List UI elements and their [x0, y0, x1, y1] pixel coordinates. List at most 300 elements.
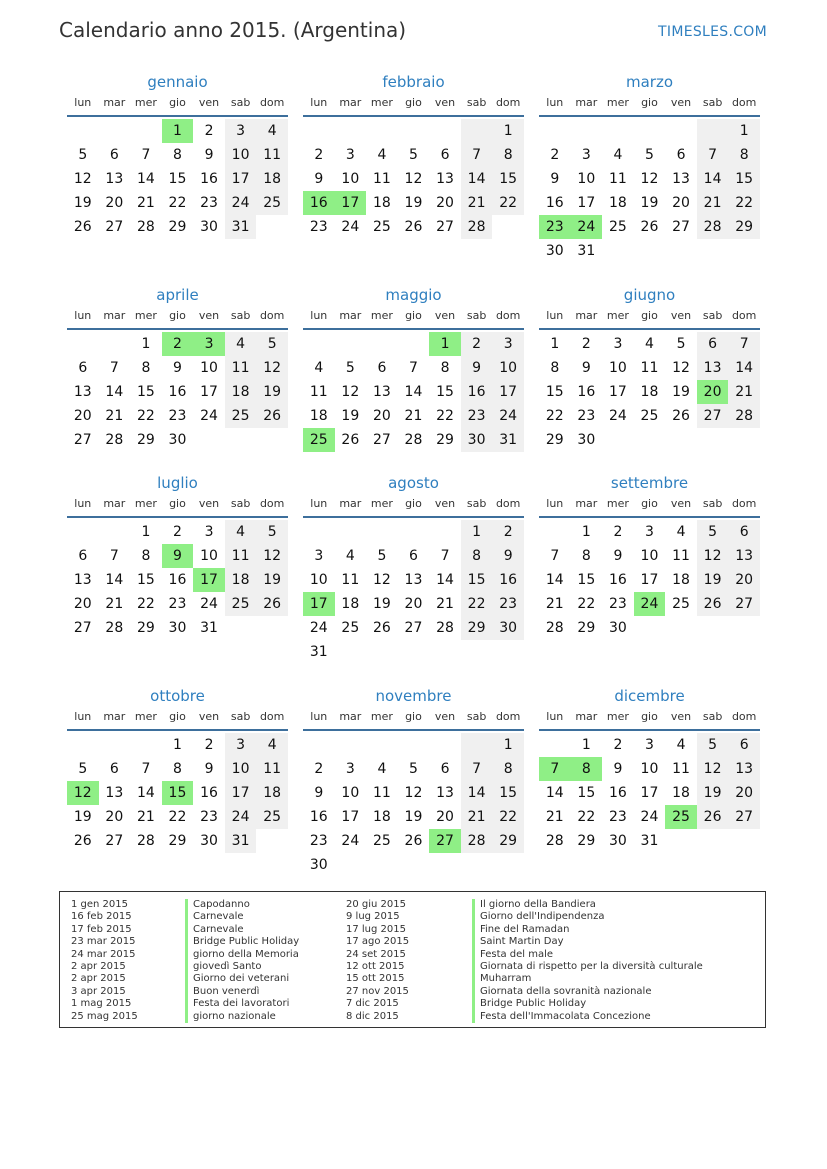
day-cell: 14 [697, 167, 729, 191]
day-cell: 18 [341, 596, 360, 612]
day-cell: 11 [672, 761, 690, 777]
day-cell: 26 [697, 805, 729, 829]
empty-cell [665, 119, 697, 143]
day-cell: 27 [372, 432, 391, 448]
day-cell: 12 [256, 544, 288, 568]
day-cell: 27 [73, 432, 92, 448]
day-cell: 11 [640, 360, 659, 376]
day-cell: 11 [341, 572, 360, 588]
day-cell: 20 [105, 809, 124, 825]
day-cell: 15 [492, 781, 524, 805]
day-cell: 4 [256, 733, 288, 757]
month-name: dicembre [614, 687, 685, 705]
day-cell: 27 [105, 833, 124, 849]
day-grid [539, 733, 760, 853]
day-cell: 23 [577, 408, 596, 424]
day-cell: 18 [225, 568, 257, 592]
holiday-name: Giorno dell'Indipendenza [472, 911, 703, 923]
month-giugno [539, 286, 760, 452]
weekday-label: gio [169, 96, 186, 109]
holiday-day-cell: 25 [303, 428, 335, 452]
day-cell: 10 [341, 785, 360, 801]
day-cell: 23 [608, 809, 627, 825]
weekday-label: gio [405, 309, 422, 322]
holiday-date: 25 mag 2015 [71, 1010, 138, 1022]
day-cell: 11 [256, 143, 288, 167]
weekday-header [303, 95, 524, 117]
holiday-date: 20 giu 2015 [346, 899, 406, 910]
day-cell: 2 [461, 332, 493, 356]
day-cell: 28 [461, 215, 493, 239]
day-cell: 13 [105, 785, 124, 801]
day-cell: 6 [78, 548, 88, 564]
weekday-label: mar [575, 96, 598, 109]
day-cell: 24 [200, 596, 218, 612]
brand-link[interactable]: TIMESLES.COM [658, 24, 767, 40]
day-cell: 23 [200, 195, 218, 211]
day-cell: 1 [173, 737, 182, 753]
day-cell: 22 [577, 809, 596, 825]
weekday-label: ven [434, 710, 456, 723]
day-cell: 7 [141, 147, 151, 163]
day-cell: 4 [645, 336, 654, 352]
holiday-day-cell: 3 [193, 332, 225, 356]
day-cell: 8 [440, 360, 450, 376]
day-cell: 26 [697, 592, 729, 616]
weekday-label: mer [606, 497, 629, 510]
day-cell: 13 [697, 356, 729, 380]
day-cell: 3 [645, 524, 654, 540]
weekday-label: sab [466, 710, 487, 723]
day-cell: 10 [492, 356, 524, 380]
day-cell: 22 [577, 596, 596, 612]
weekday-header [303, 496, 524, 518]
weekday-label: sab [230, 96, 251, 109]
day-cell: 18 [225, 380, 257, 404]
holiday-date: 23 mar 2015 [71, 936, 136, 948]
empty-cell [602, 119, 634, 143]
holiday-legend [59, 891, 766, 1028]
day-cell: 25 [372, 833, 391, 849]
weekday-label: ven [670, 497, 692, 510]
day-cell: 25 [672, 596, 690, 612]
holiday-date: 16 feb 2015 [71, 911, 132, 923]
empty-cell [697, 119, 729, 143]
day-cell: 7 [461, 757, 493, 781]
legend-dates-left [71, 899, 138, 1023]
holiday-day-cell: 1 [429, 332, 461, 356]
day-cell: 19 [697, 568, 729, 592]
weekday-label: mar [339, 96, 362, 109]
day-cell: 3 [314, 548, 324, 564]
weekday-label: gio [641, 710, 658, 723]
empty-cell [366, 520, 398, 544]
day-grid [303, 733, 524, 877]
day-cell: 15 [728, 167, 760, 191]
day-cell: 4 [377, 147, 387, 163]
day-cell: 22 [728, 191, 760, 215]
day-cell: 9 [314, 171, 324, 187]
day-cell: 10 [608, 360, 627, 376]
day-cell: 8 [581, 548, 591, 564]
day-grid [67, 119, 288, 239]
weekday-label: gio [405, 497, 422, 510]
day-cell: 9 [581, 360, 591, 376]
day-cell: 22 [545, 408, 564, 424]
day-cell: 21 [728, 380, 760, 404]
day-cell: 3 [492, 332, 524, 356]
day-cell: 9 [314, 785, 324, 801]
weekday-label: lun [74, 96, 92, 109]
day-cell: 30 [200, 219, 218, 235]
weekday-label: mar [575, 309, 598, 322]
holiday-name: Bridge Public Holiday [185, 936, 299, 948]
day-cell: 9 [613, 761, 623, 777]
month-gennaio [67, 73, 288, 239]
day-cell: 13 [73, 384, 92, 400]
month-name: settembre [610, 474, 689, 492]
day-cell: 6 [440, 761, 450, 777]
day-cell: 22 [492, 805, 524, 829]
day-cell: 13 [672, 171, 690, 187]
weekday-label: dom [259, 309, 285, 322]
day-cell: 10 [640, 761, 659, 777]
day-cell: 16 [168, 572, 187, 588]
day-cell: 8 [550, 360, 560, 376]
day-cell: 19 [341, 408, 360, 424]
day-cell: 5 [78, 761, 88, 777]
weekday-label: lun [310, 497, 328, 510]
day-cell: 2 [613, 737, 623, 753]
day-cell: 2 [204, 737, 214, 753]
day-cell: 4 [314, 360, 324, 376]
weekday-label: gio [169, 309, 186, 322]
empty-cell [67, 332, 99, 356]
weekday-label: mer [134, 710, 157, 723]
weekday-label: mer [370, 710, 393, 723]
holiday-name: Bridge Public Holiday [472, 998, 703, 1010]
day-cell: 30 [545, 243, 564, 259]
day-cell: 25 [225, 404, 257, 428]
day-cell: 26 [640, 219, 659, 235]
day-cell: 29 [728, 215, 760, 239]
day-cell: 30 [461, 428, 493, 452]
weekday-label: mar [103, 710, 126, 723]
weekday-label: mar [103, 96, 126, 109]
day-cell: 28 [728, 404, 760, 428]
day-cell: 4 [676, 524, 686, 540]
day-cell: 22 [461, 592, 493, 616]
weekday-label: dom [495, 309, 521, 322]
day-cell: 14 [136, 785, 155, 801]
day-cell: 10 [577, 171, 596, 187]
day-cell: 15 [492, 167, 524, 191]
empty-cell [539, 733, 571, 757]
day-cell: 4 [225, 520, 257, 544]
month-name: aprile [156, 286, 199, 304]
day-cell: 8 [173, 147, 182, 163]
day-cell: 8 [461, 544, 493, 568]
holiday-name: Festa dell'Immacolata Concezione [472, 1011, 703, 1023]
day-cell: 7 [461, 143, 493, 167]
month-name: marzo [625, 73, 674, 91]
day-cell: 28 [545, 833, 564, 849]
day-cell: 16 [168, 384, 187, 400]
empty-cell [335, 119, 367, 143]
day-cell: 5 [676, 336, 686, 352]
weekday-header [303, 308, 524, 330]
empty-cell [335, 733, 367, 757]
day-cell: 3 [345, 147, 355, 163]
day-cell: 5 [256, 332, 288, 356]
holiday-day-cell: 16 [303, 191, 335, 215]
day-cell: 28 [105, 620, 124, 636]
holiday-day-cell: 7 [539, 757, 571, 781]
day-cell: 14 [461, 781, 493, 805]
empty-cell [461, 119, 493, 143]
day-cell: 13 [728, 757, 760, 781]
empty-cell [99, 733, 131, 757]
day-cell: 29 [461, 616, 493, 640]
weekday-label: sab [702, 497, 723, 510]
day-cell: 31 [225, 829, 257, 853]
day-cell: 30 [577, 432, 596, 448]
day-cell: 26 [73, 833, 92, 849]
day-cell: 2 [550, 147, 560, 163]
holiday-day-cell: 27 [429, 829, 461, 853]
day-cell: 2 [613, 524, 623, 540]
weekday-label: dom [495, 96, 521, 109]
weekday-header [67, 95, 288, 117]
weekday-label: gio [405, 710, 422, 723]
day-cell: 5 [345, 360, 355, 376]
day-cell: 28 [404, 432, 423, 448]
holiday-name: Fine del Ramadan [472, 924, 703, 936]
holiday-date: 7 dic 2015 [346, 998, 399, 1010]
day-cell: 12 [697, 544, 729, 568]
empty-cell [303, 733, 335, 757]
day-cell: 19 [256, 380, 288, 404]
empty-cell [130, 733, 162, 757]
day-cell: 18 [256, 781, 288, 805]
weekday-label: dom [259, 710, 285, 723]
day-cell: 8 [492, 757, 524, 781]
day-cell: 27 [73, 620, 92, 636]
empty-cell [303, 119, 335, 143]
weekday-label: gio [405, 96, 422, 109]
day-cell: 17 [341, 809, 360, 825]
day-cell: 4 [256, 119, 288, 143]
weekday-label: mer [370, 309, 393, 322]
day-cell: 2 [492, 520, 524, 544]
day-cell: 28 [436, 620, 454, 636]
holiday-date: 2 apr 2015 [71, 973, 126, 985]
weekday-label: gio [169, 497, 186, 510]
day-cell: 20 [73, 408, 92, 424]
empty-cell [335, 520, 367, 544]
empty-cell [429, 520, 461, 544]
day-cell: 21 [136, 809, 155, 825]
day-cell: 23 [309, 219, 328, 235]
weekday-label: gio [169, 710, 186, 723]
day-cell: 29 [168, 833, 187, 849]
day-cell: 27 [728, 805, 760, 829]
weekday-label: mer [606, 96, 629, 109]
day-cell: 24 [309, 620, 328, 636]
month-name: agosto [388, 474, 439, 492]
day-cell: 19 [372, 596, 391, 612]
day-cell: 25 [372, 219, 391, 235]
day-grid [303, 520, 524, 664]
day-cell: 28 [105, 432, 124, 448]
empty-cell [67, 520, 99, 544]
weekday-label: dom [731, 309, 757, 322]
day-cell: 17 [225, 781, 257, 805]
day-cell: 21 [545, 596, 564, 612]
day-cell: 2 [314, 761, 324, 777]
weekday-header [67, 709, 288, 731]
day-cell: 6 [440, 147, 450, 163]
month-name: giugno [623, 286, 676, 304]
empty-cell [67, 733, 99, 757]
holiday-date: 1 mag 2015 [71, 998, 132, 1010]
day-cell: 20 [105, 195, 124, 211]
day-cell: 21 [461, 805, 493, 829]
weekday-label: dom [495, 497, 521, 510]
day-cell: 29 [492, 829, 524, 853]
day-cell: 18 [256, 167, 288, 191]
holiday-day-cell: 2 [162, 332, 194, 356]
day-cell: 26 [404, 219, 423, 235]
day-cell: 18 [672, 572, 690, 588]
holiday-day-cell: 15 [162, 781, 194, 805]
holiday-name: Carnevale [185, 911, 299, 923]
day-cell: 21 [461, 191, 493, 215]
empty-cell [366, 332, 398, 356]
holiday-date: 24 set 2015 [346, 948, 406, 960]
weekday-label: sab [702, 96, 723, 109]
day-cell: 21 [545, 809, 564, 825]
day-cell: 12 [404, 785, 423, 801]
day-cell: 20 [728, 781, 760, 805]
day-cell: 19 [404, 195, 423, 211]
holiday-day-cell: 17 [193, 568, 225, 592]
month-name: novembre [375, 687, 452, 705]
day-cell: 23 [608, 596, 627, 612]
day-cell: 17 [225, 167, 257, 191]
month-agosto [303, 474, 524, 664]
day-cell: 31 [309, 644, 328, 660]
day-cell: 9 [492, 544, 524, 568]
day-cell: 25 [225, 592, 257, 616]
day-cell: 13 [436, 785, 454, 801]
day-cell: 7 [728, 332, 760, 356]
month-name: luglio [157, 474, 198, 492]
day-cell: 31 [492, 428, 524, 452]
weekday-label: ven [434, 497, 456, 510]
empty-cell [366, 733, 398, 757]
day-cell: 24 [341, 833, 360, 849]
weekday-label: sab [702, 710, 723, 723]
day-cell: 20 [372, 408, 391, 424]
empty-cell [634, 119, 666, 143]
day-cell: 7 [409, 360, 418, 376]
empty-cell [539, 520, 571, 544]
holiday-name: Giornata di rispetto per la diversità culturale [472, 961, 703, 973]
day-cell: 20 [728, 568, 760, 592]
day-cell: 26 [256, 592, 288, 616]
day-cell: 14 [136, 171, 155, 187]
holiday-day-cell: 9 [162, 544, 194, 568]
holiday-day-cell: 24 [571, 215, 603, 239]
day-cell: 28 [461, 829, 493, 853]
day-cell: 17 [200, 384, 218, 400]
weekday-header [539, 308, 760, 330]
day-grid [67, 733, 288, 853]
day-cell: 15 [136, 384, 155, 400]
day-grid [67, 520, 288, 640]
day-cell: 23 [461, 404, 493, 428]
holiday-day-cell: 20 [697, 380, 729, 404]
day-cell: 27 [728, 592, 760, 616]
day-cell: 7 [550, 548, 560, 564]
weekday-label: ven [198, 309, 220, 322]
empty-cell [99, 520, 131, 544]
day-cell: 23 [168, 596, 187, 612]
day-cell: 30 [492, 616, 524, 640]
weekday-label: lun [546, 309, 564, 322]
day-cell: 16 [200, 785, 218, 801]
weekday-label: ven [670, 309, 692, 322]
day-grid [539, 332, 760, 452]
day-cell: 18 [672, 785, 690, 801]
day-cell: 12 [404, 171, 423, 187]
holiday-day-cell: 24 [634, 592, 666, 616]
day-cell: 11 [372, 171, 391, 187]
day-cell: 6 [728, 520, 760, 544]
month-maggio [303, 286, 524, 452]
weekday-label: dom [731, 710, 757, 723]
day-cell: 18 [372, 195, 391, 211]
weekday-label: dom [259, 497, 285, 510]
day-cell: 8 [492, 143, 524, 167]
day-cell: 13 [728, 544, 760, 568]
month-aprile [67, 286, 288, 452]
day-cell: 12 [697, 757, 729, 781]
day-cell: 26 [341, 432, 360, 448]
day-cell: 7 [109, 548, 119, 564]
day-cell: 23 [492, 592, 524, 616]
day-cell: 10 [225, 757, 257, 781]
day-cell: 19 [73, 195, 92, 211]
day-cell: 13 [404, 572, 423, 588]
day-cell: 17 [577, 195, 596, 211]
day-cell: 31 [200, 620, 218, 636]
day-cell: 27 [404, 620, 423, 636]
weekday-header [539, 496, 760, 518]
month-name: ottobre [150, 687, 205, 705]
weekday-label: mar [575, 710, 598, 723]
day-cell: 31 [225, 215, 257, 239]
day-cell: 12 [256, 356, 288, 380]
day-cell: 31 [640, 833, 659, 849]
day-cell: 15 [545, 384, 564, 400]
holiday-name: Giornata della sovranità nazionale [472, 986, 703, 998]
weekday-label: ven [670, 710, 692, 723]
day-cell: 14 [404, 384, 423, 400]
day-cell: 28 [136, 219, 155, 235]
day-cell: 2 [204, 123, 214, 139]
